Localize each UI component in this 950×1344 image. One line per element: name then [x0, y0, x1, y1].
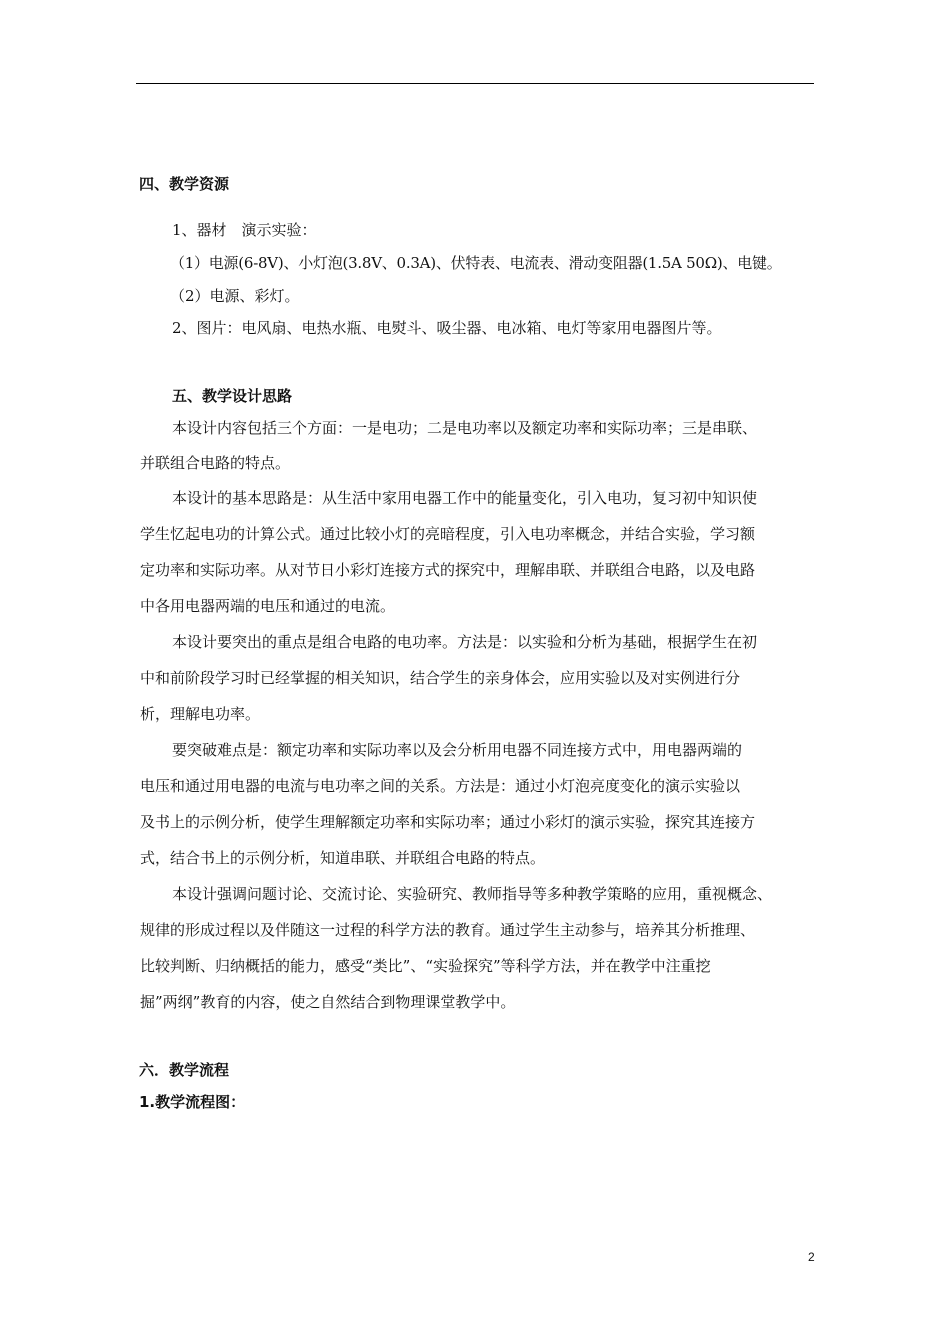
paragraph-line: 析，理解电功率。	[140, 705, 261, 723]
section-4-heading: 四、教学资源	[139, 175, 230, 193]
paragraph-line: 规律的形成过程以及伴随这一过程的科学方法的教育。通过学生主动参与，培养其分析推理、	[140, 921, 756, 939]
page-number: 2	[808, 1250, 815, 1264]
paragraph-line: 中各用电器两端的电压和通过的电流。	[140, 597, 396, 615]
paragraph-line: 本设计的基本思路是：从生活中家用电器工作中的能量变化，引入电功，复习初中知识使	[172, 489, 758, 507]
section-5-heading: 五、教学设计思路	[172, 387, 293, 405]
equipment-item-1: （1）电源(6-8V)、小灯泡(3.8V、0.3A)、伏特表、电流表、滑动变阻器(1.5A 50Ω)、电键。	[170, 254, 782, 272]
paragraph-line: 本设计强调问题讨论、交流讨论、实验研究、教师指导等多种教学策略的应用，重视概念、	[172, 885, 773, 903]
paragraph-line: 定功率和实际功率。从对节日小彩灯连接方式的探究中，理解串联、并联组合电路，以及电路	[140, 561, 756, 579]
paragraph-line: 比较判断、归纳概括的能力，感受“类比”、“实验探究”等科学方法，并在教学中注重挖	[140, 957, 711, 975]
equipment-item-2: （2）电源、彩灯。	[170, 287, 300, 305]
flowchart-subheading: 1.教学流程图：	[139, 1093, 246, 1111]
paragraph-line: 本设计要突出的重点是组合电路的电功率。方法是：以实验和分析为基础，根据学生在初	[172, 633, 758, 651]
section-6-heading: 六．教学流程	[139, 1061, 230, 1079]
paragraph-line: 式，结合书上的示例分析，知道串联、并联组合电路的特点。	[140, 849, 546, 867]
paragraph-line: 学生忆起电功的计算公式。通过比较小灯的亮暗程度，引入电功率概念，并结合实验，学习额	[140, 525, 756, 543]
paragraph-line: 并联组合电路的特点。	[140, 454, 291, 472]
header-rule	[136, 83, 814, 84]
paragraph-line: 及书上的示例分析，使学生理解额定功率和实际功率；通过小彩灯的演示实验，探究其连接方	[140, 813, 756, 831]
paragraph-line: 本设计内容包括三个方面：一是电功；二是电功率以及额定功率和实际功率；三是串联、	[172, 419, 758, 437]
equipment-line: 1、器材 演示实验：	[172, 221, 317, 239]
paragraph-line: 掘”两纲”教育的内容，使之自然结合到物理课堂教学中。	[140, 993, 516, 1011]
paragraph-line: 要突破难点是：额定功率和实际功率以及会分析用电器不同连接方式中，用电器两端的	[172, 741, 743, 759]
paragraph-line: 电压和通过用电器的电流与电功率之间的关系。方法是：通过小灯泡亮度变化的演示实验以	[140, 777, 741, 795]
paragraph-line: 中和前阶段学习时已经掌握的相关知识，结合学生的亲身体会，应用实验以及对实例进行分	[140, 669, 741, 687]
pictures-line: 2、图片：电风扇、电热水瓶、电熨斗、吸尘器、电冰箱、电灯等家用电器图片等。	[172, 319, 722, 337]
